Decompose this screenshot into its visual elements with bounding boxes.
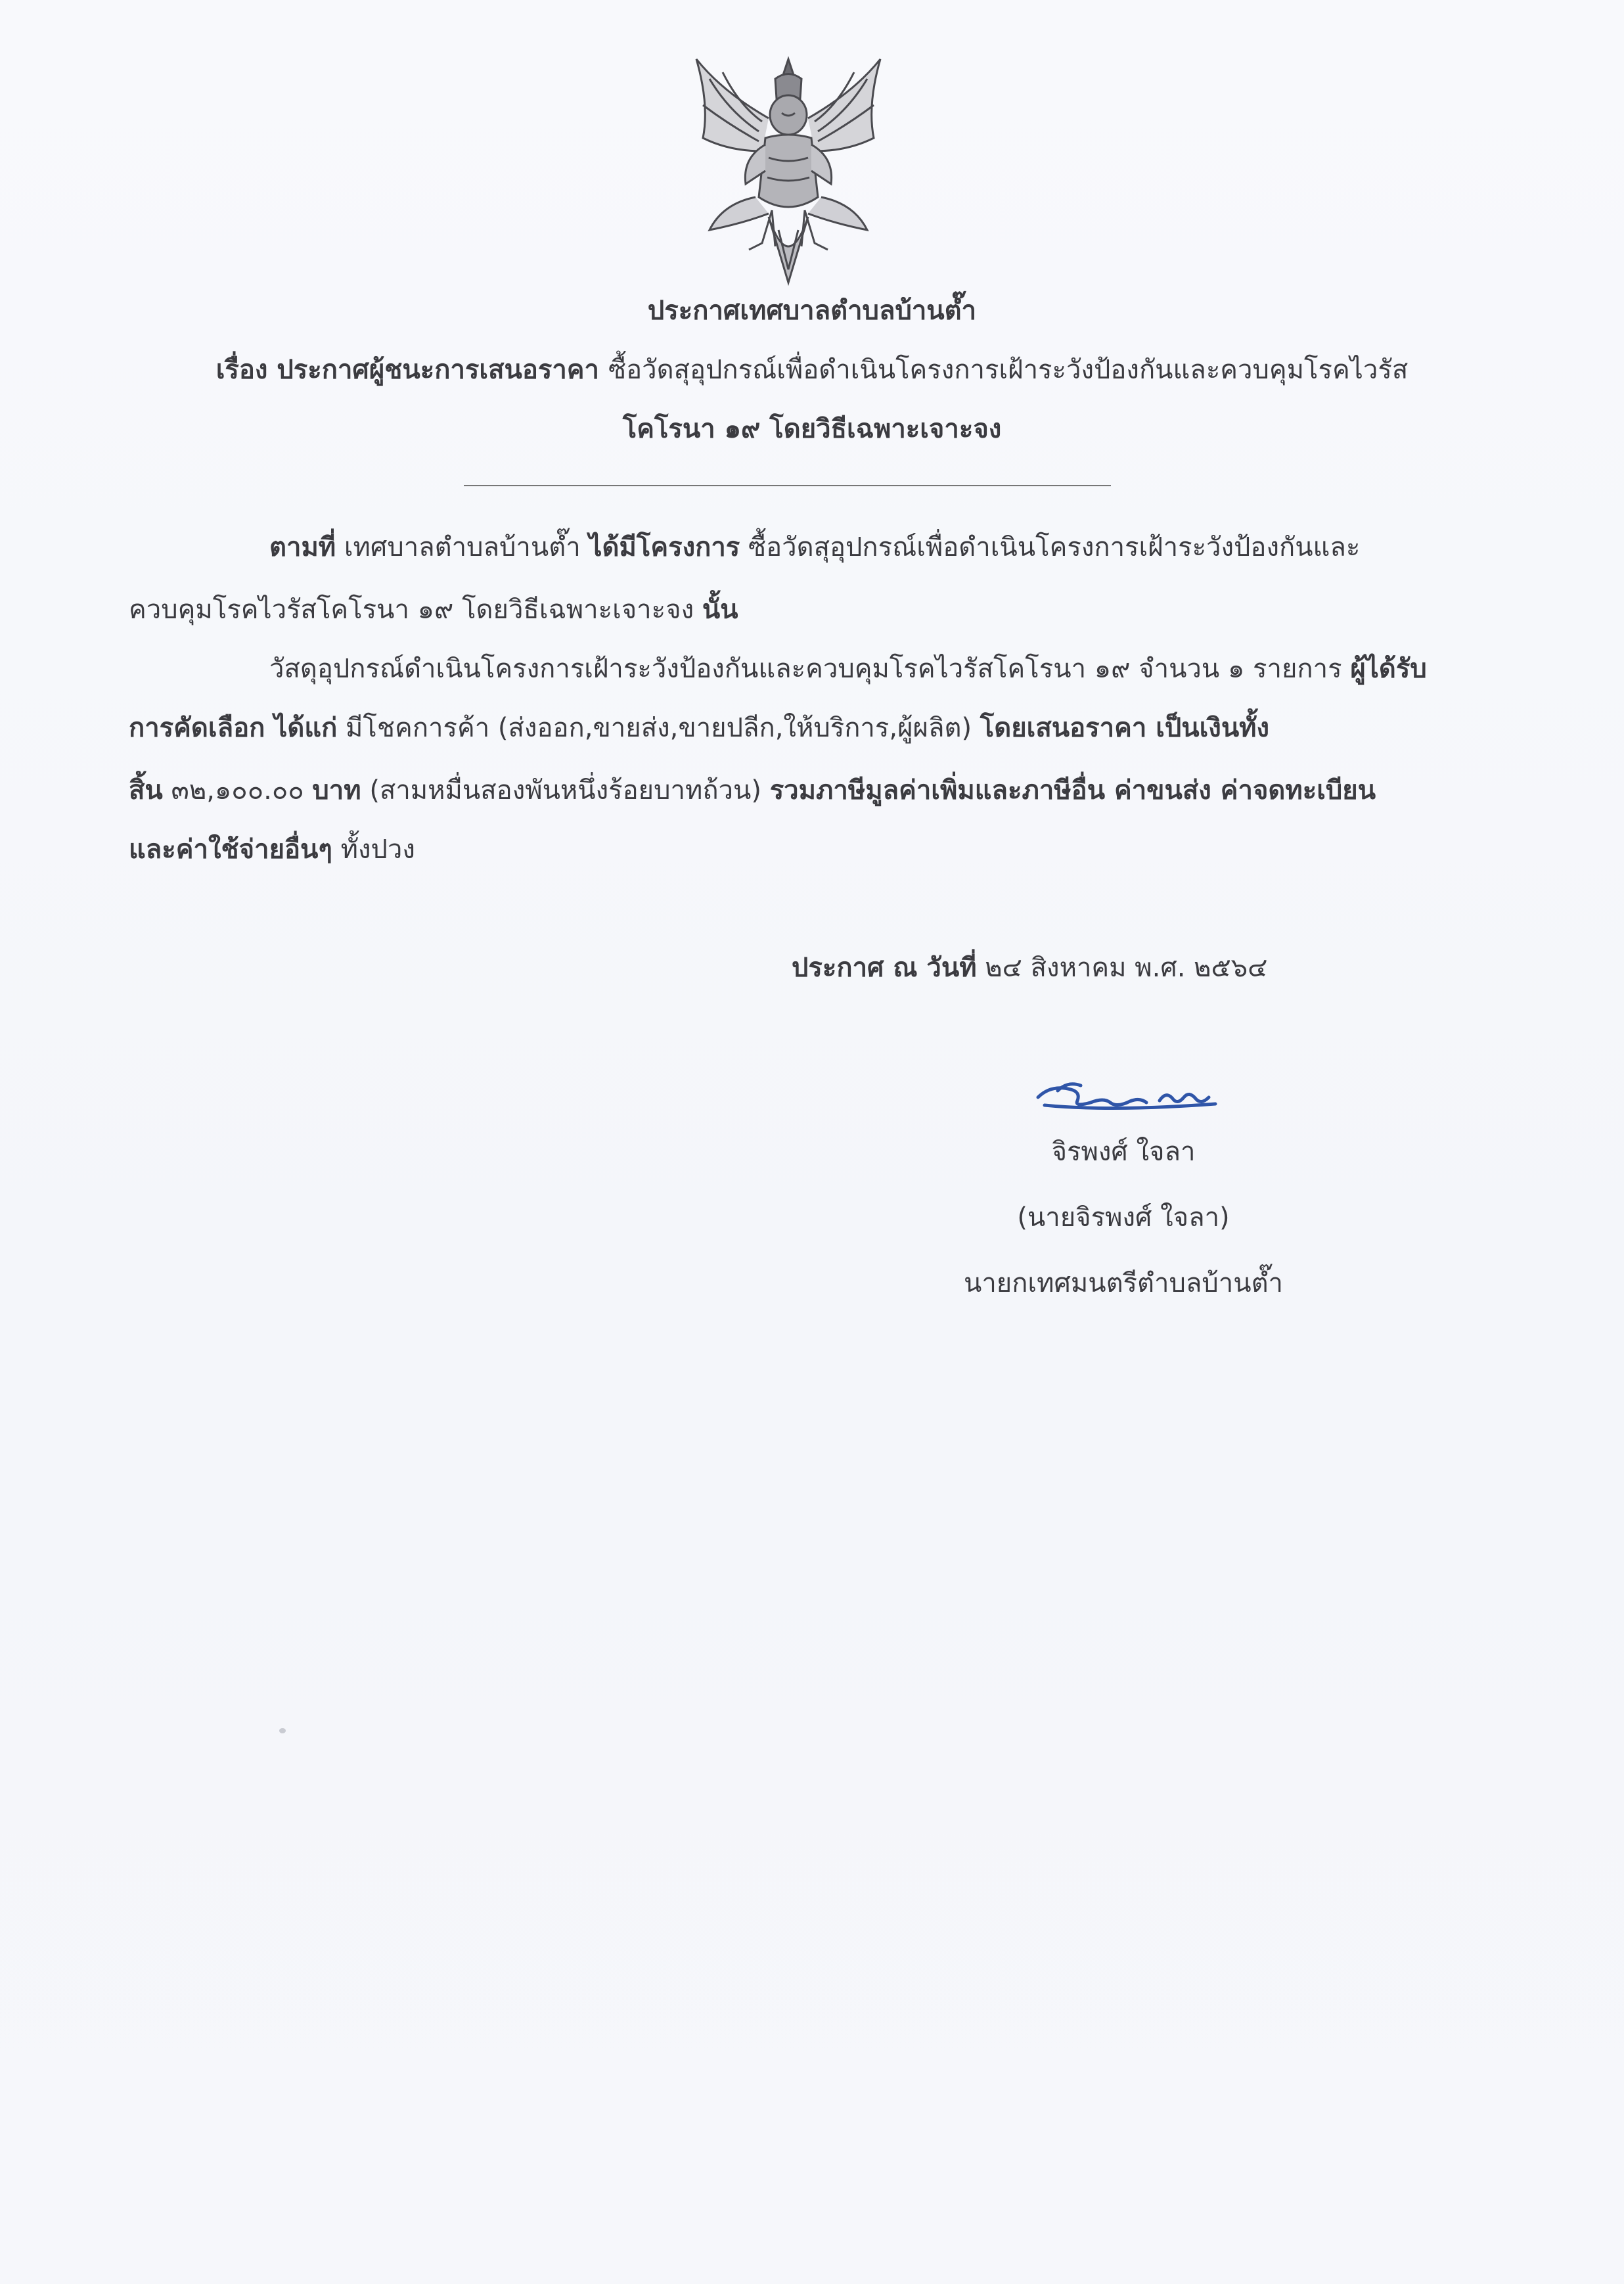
signer-name: จิรพงศ์ ใจลา [1051, 1137, 1196, 1167]
p2-l4-bold: และค่าใช้จ่ายอื่นๆ [129, 834, 332, 865]
subject-text-body: ซื้อวัดสุอุปกรณ์เพื่อดำเนินโครงการเฝ้าระวังป้องกันและควบคุมโรคไวรัส [608, 355, 1409, 385]
paragraph-2-line-3 [129, 769, 1376, 811]
p1-text-1: เทศบาลตำบลบ้านต๊ำ [336, 532, 589, 562]
announcement-title: ประกาศเทศบาลตำบลบ้านต๊ำ [647, 296, 977, 326]
signer-full-name: (นายจิรพงศ์ ใจลา) [1017, 1202, 1230, 1233]
p2-l1-text: วัสดุอุปกรณ์ดำเนินโครงการเฝ้าระวังป้องกันและควบคุมโรคไวรัสโคโรนา ๑๙ จำนวน ๑ รายการ [269, 654, 1351, 684]
p1-l2-bold: นั้น [702, 595, 738, 625]
p2-l3-text-2: (สามหมื่นสองพันหนึ่งร้อยบาทถ้วน) [361, 775, 770, 806]
subject-line-2: โคโรนา ๑๙ โดยวิธีเฉพาะเจาะจง [622, 414, 1002, 444]
paper-speck [279, 1728, 286, 1733]
p1-l2-text: ควบคุมโรคไวรัสโคโรนา ๑๙ โดยวิธีเฉพาะเจาะจง [129, 595, 702, 625]
handwritten-signature-icon [1031, 1071, 1229, 1117]
p2-l3-bold-3: รวมภาษีมูลค่าเพิ่มและภาษีอื่น ค่าขนส่ง ค่าจดทะเบียน [769, 775, 1376, 806]
announce-label: ประกาศ ณ วันที่ [792, 953, 977, 983]
p2-l2-bold-1: การคัดเลือก ได้แก่ [129, 713, 338, 743]
p2-l1-bold: ผู้ได้รับ [1350, 654, 1427, 684]
p2-l3-bold-1: สิ้น [129, 775, 163, 806]
announcement-date-line [792, 946, 1267, 988]
signer-position: นายกเทศมนตรีตำบลบ้านต๊ำ [963, 1268, 1284, 1298]
announce-date: ๒๔ สิงหาคม พ.ศ. ๒๕๖๔ [976, 953, 1268, 983]
p1-text-2: ซื้อวัดสุอุปกรณ์เพื่อดำเนินโครงการเฝ้าระวังป้องกันและ [740, 532, 1361, 562]
p1-bold-2: ได้มีโครงการ [589, 532, 740, 562]
subject-label: เรื่อง ประกาศผู้ชนะการเสนอราคา [215, 355, 600, 385]
p2-l2-text-1: มีโชคการค้า (ส่งออก,ขายส่ง,ขายปลีก,ให้บริการ,ผู้ผลิต) [337, 713, 980, 743]
p2-l4-text: ทั้งปวง [332, 834, 415, 865]
paragraph-1-line-1 [269, 526, 1360, 568]
p2-l3-bold-2: บาท [312, 775, 361, 806]
garuda-emblem-icon [683, 53, 893, 289]
paragraph-1-line-2 [129, 588, 738, 630]
announcement-subject [0, 348, 1624, 390]
paragraph-2-line-2 [129, 706, 1269, 748]
p2-l2-bold-2: โดยเสนอราคา เป็นเงินทั้ง [980, 713, 1270, 743]
p2-l3-text-1: ๓๒,๑๐๐.๐๐ [162, 775, 313, 806]
header-divider [464, 485, 1111, 486]
paragraph-2-line-1 [269, 647, 1427, 689]
paragraph-2-line-4 [129, 828, 415, 870]
p1-bold-1: ตามที่ [269, 532, 336, 562]
